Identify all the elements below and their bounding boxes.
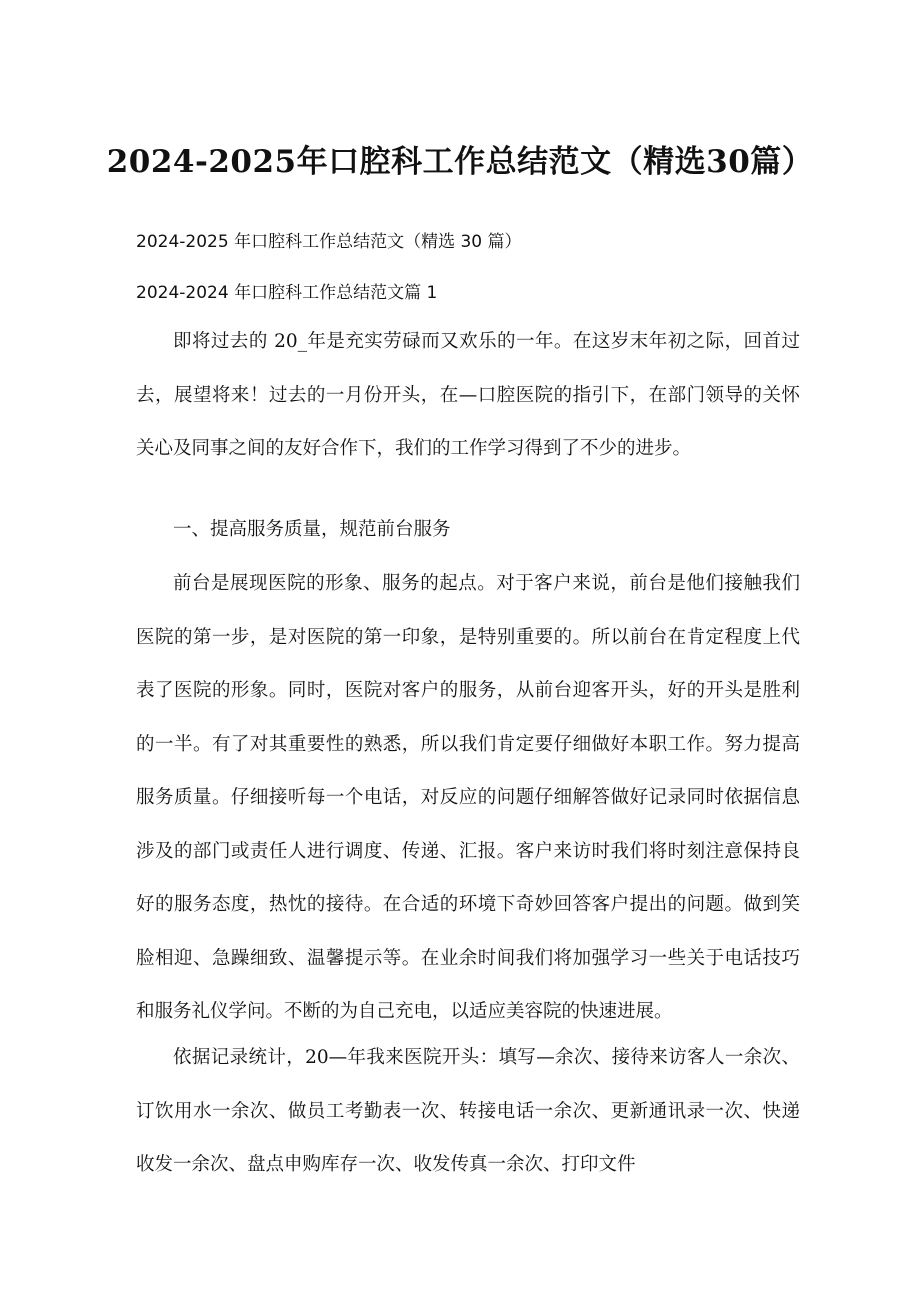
document-title: 2024-2025年口腔科工作总结范文（精选30篇） (106, 144, 814, 180)
paragraph-front-desk: 前台是展现医院的形象、服务的起点。对于客户来说，前台是他们接触我们医院的第一步，是对医院的第一印象，是特别重要的。所以前台在肯定程度上代表了医院的形象。同时，医院对客户的服务，从前台迎客开头，好的开头是胜利的一半。有了对其重要性的熟悉，所以我们肯定要仔细做好本职工作。努力提高服务质量。仔细接听每一个电话，对反应的问题仔细解答做好记录同时依据信息涉及的部门或责任人进行调度、传递、汇报。客户来访时我们将时刻注意保持良好的服务态度，热忱的接待。在合适的环境下奇妙回答客户提出的问题。做到笑脸相迎、急躁细致、温馨提示等。在业余时间我们将加强学习一些关于电话技巧和服务礼仪学问。不断的为自己充电，以适应美容院的快速进展。 (136, 573, 800, 1022)
paragraph-statistics: 依据记录统计，20—年我来医院开头：填写—余次、接待来访客人一余次、订饮用水一余次、做员工考勤表一次、转接电话一余次、更新通讯录一次、快递收发一余次、盘点申购库存一次、收发传真一余次、打印文件 (136, 1047, 800, 1175)
document-subtitle: 2024-2025 年口腔科工作总结范文（精选 30 篇） (136, 232, 522, 252)
article-heading: 2024-2024 年口腔科工作总结范文篇 1 (136, 283, 438, 303)
paragraph-intro: 即将过去的 20_年是充实劳碌而又欢乐的一年。在这岁末年初之际，回首过去，展望将来！过去的一月份开头，在—口腔医院的指引下，在部门领导的关怀关心及同事之间的友好合作下，我们的工作学习得到了不少的进步。 (136, 331, 800, 459)
section-heading: 一、提高服务质量，规范前台服务 (173, 519, 451, 540)
